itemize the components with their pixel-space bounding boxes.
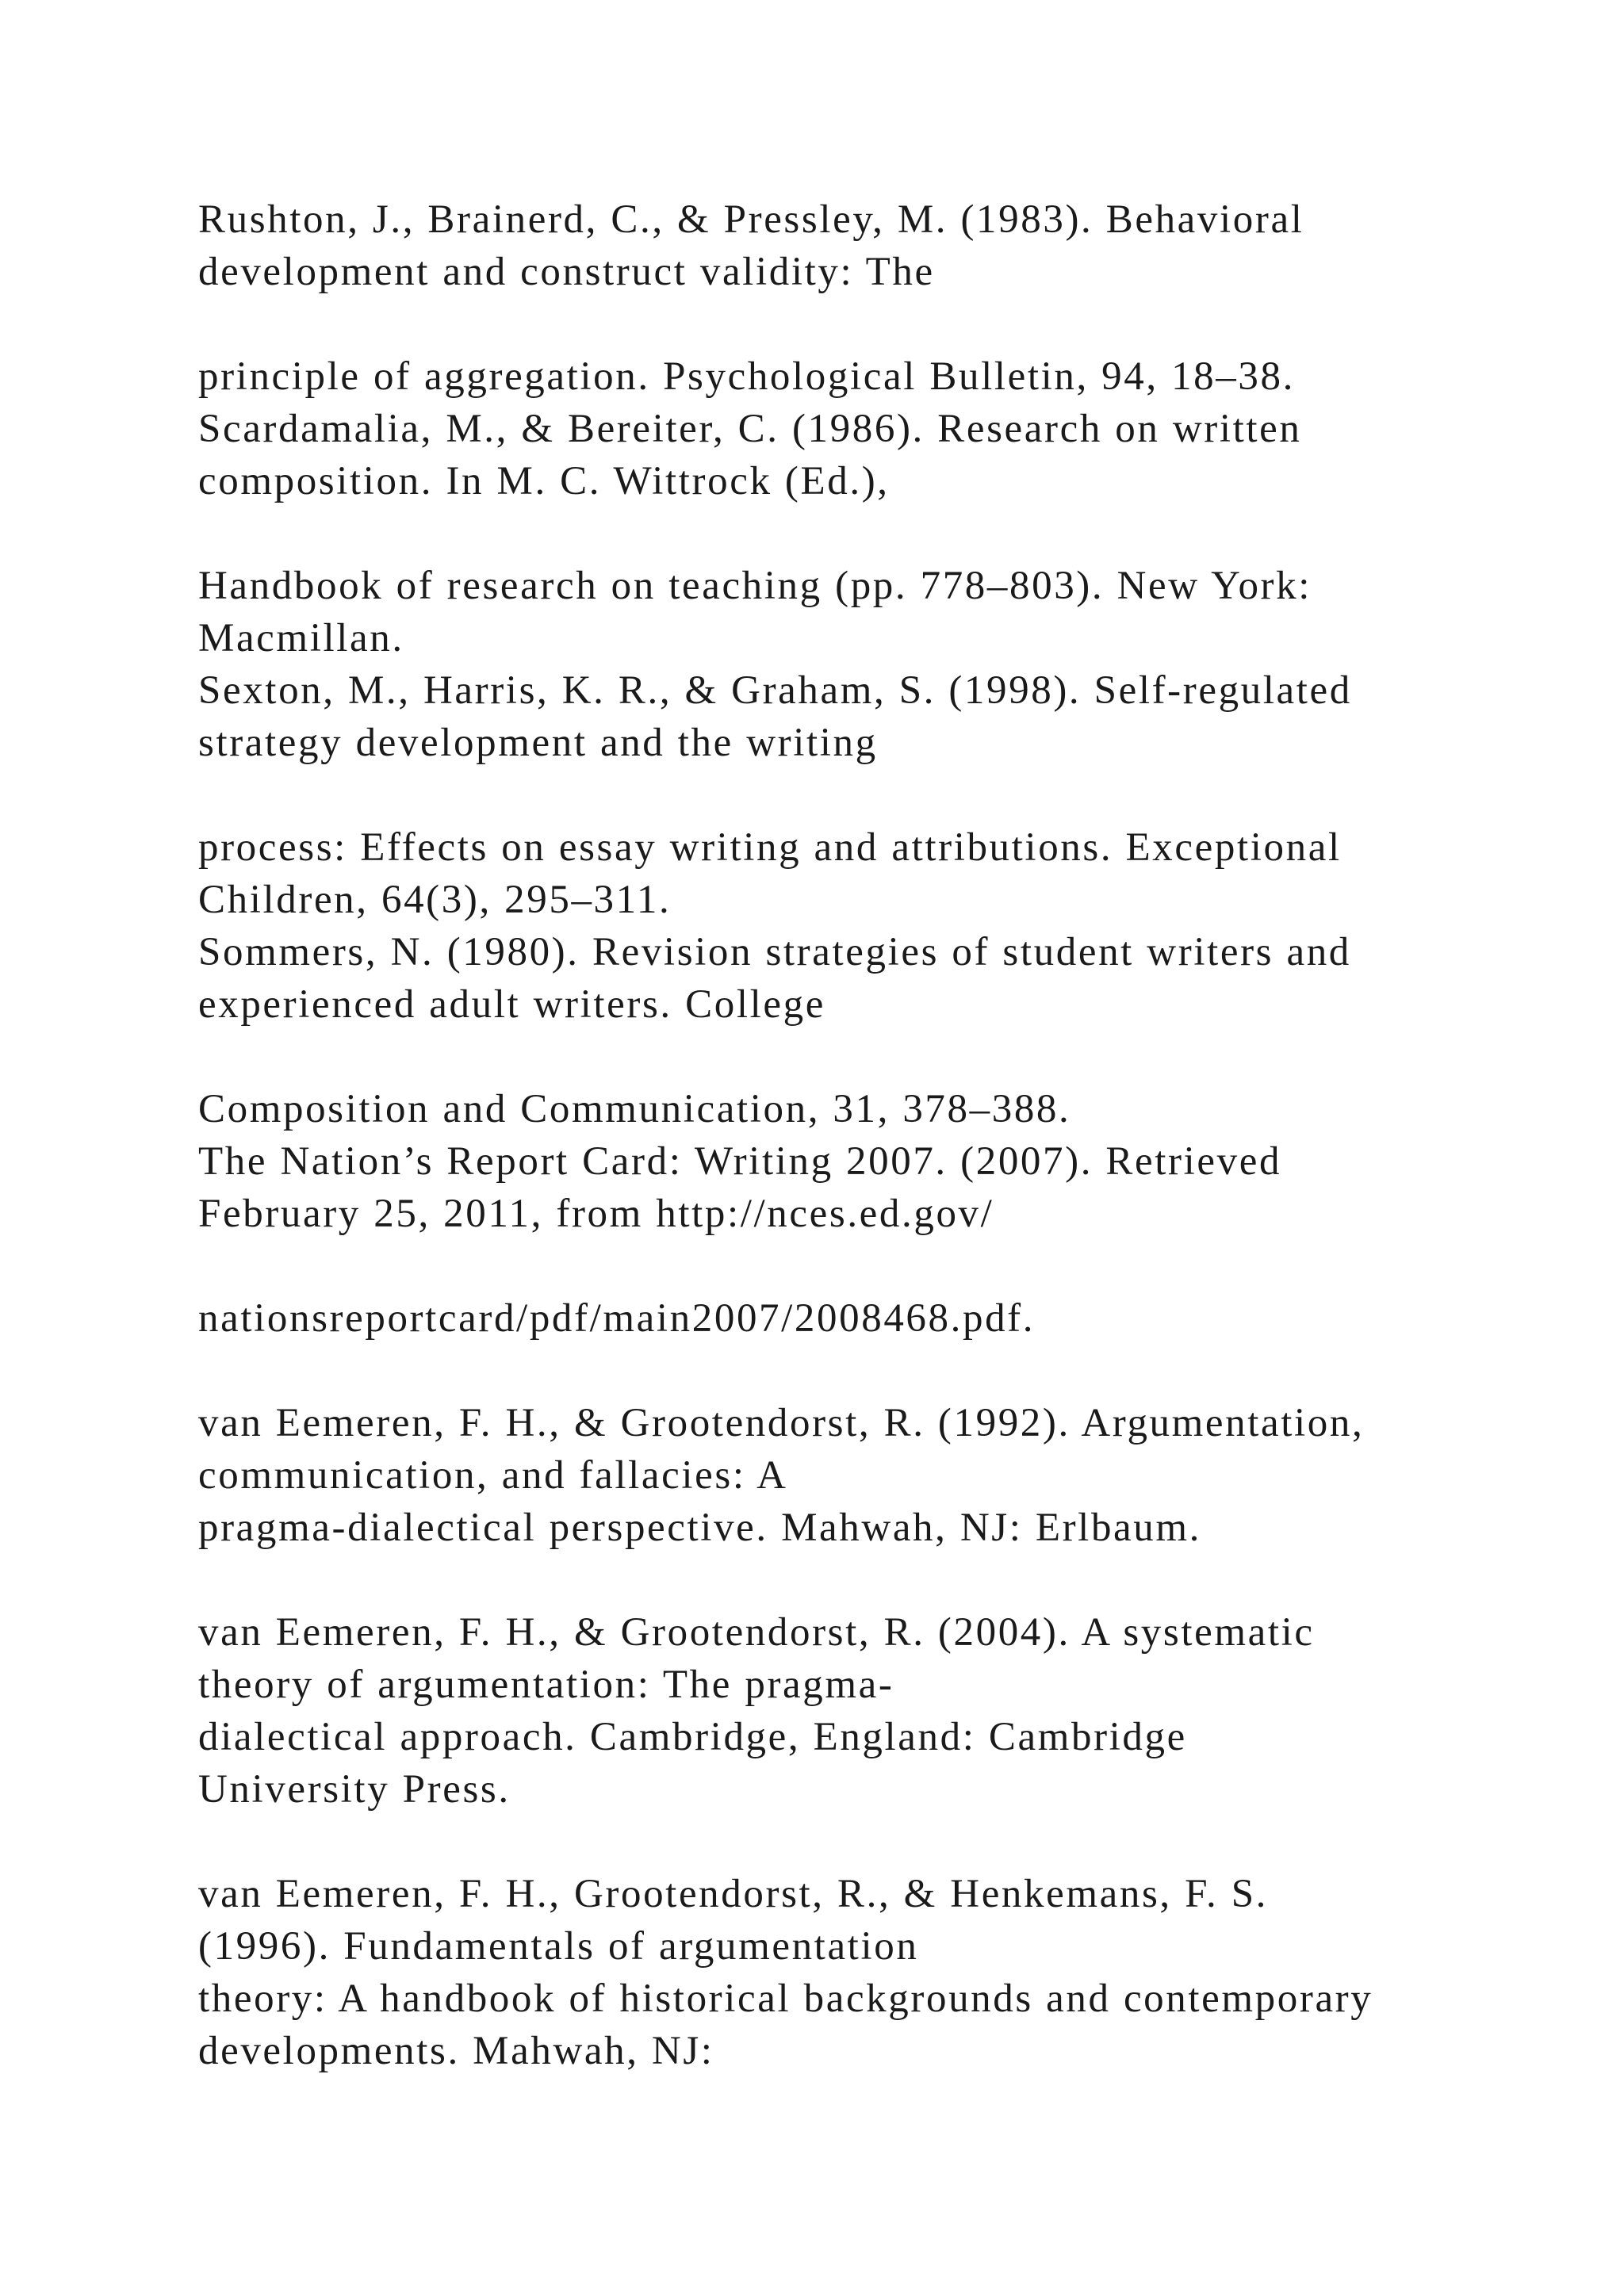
text-line: nationsreportcard/pdf/main2007/2008468.pdf. (198, 1296, 1036, 1341)
blank-line (198, 1031, 1530, 1083)
text-line: Composition and Communication, 31, 378–388. (198, 1087, 1071, 1131)
blank-line (198, 769, 1530, 821)
text-line: process: Effects on essay writing and attributions. Exceptional (198, 825, 1342, 870)
references-text (198, 193, 1530, 2077)
text-line: theory of argumentation: The pragma- (198, 1663, 894, 1707)
blank-line (198, 507, 1530, 560)
blank-line (198, 1554, 1530, 1606)
text-line: experienced adult writers. College (198, 982, 825, 1027)
text-line: February 25, 2011, from http://nces.ed.gov/ (198, 1192, 994, 1236)
text-line: Children, 64(3), 295–311. (198, 878, 672, 922)
text-line: principle of aggregation. Psychological Bulletin, 94, 18–38. (198, 354, 1295, 399)
text-line: University Press. (198, 1767, 511, 1812)
text-line: van Eemeren, F. H., & Grootendorst, R. (2004). A systematic (198, 1610, 1315, 1655)
text-line: Handbook of research on teaching (pp. 778–803). New York: (198, 564, 1312, 608)
text-line: communication, and fallacies: A (198, 1453, 788, 1498)
text-line: dialectical approach. Cambridge, England: Cambridge (198, 1715, 1187, 1759)
text-line: Sommers, N. (1980). Revision strategies of student writers and (198, 930, 1351, 974)
text-line: composition. In M. C. Wittrock (Ed.), (198, 459, 890, 503)
text-line: van Eemeren, F. H., Grootendorst, R., & Henkemans, F. S. (198, 1872, 1269, 1916)
text-line: Scardamalia, M., & Bereiter, C. (1986). Research on written (198, 407, 1302, 451)
text-line: Macmillan. (198, 616, 404, 660)
blank-line (198, 1816, 1530, 1868)
text-line: pragma-dialectical perspective. Mahwah, NJ: Erlbaum. (198, 1506, 1202, 1550)
text-line: strategy development and the writing (198, 721, 878, 765)
text-line: The Nation’s Report Card: Writing 2007. (2007). Retrieved (198, 1139, 1282, 1184)
text-line: theory: A handbook of historical backgrounds and contemporary (198, 1976, 1373, 2021)
text-line: (1996). Fundamentals of argumentation (198, 1924, 919, 1969)
text-line: Sexton, M., Harris, K. R., & Graham, S. (1998). Self-regulated (198, 668, 1352, 713)
blank-line (198, 298, 1530, 350)
blank-line (198, 1345, 1530, 1397)
blank-line (198, 1240, 1530, 1292)
text-line: Rushton, J., Brainerd, C., & Pressley, M. (1983). Behavioral (198, 197, 1304, 242)
text-line: van Eemeren, F. H., & Grootendorst, R. (1992). Argumentation, (198, 1401, 1365, 1445)
text-line: developments. Mahwah, NJ: (198, 2029, 714, 2073)
text-line: development and construct validity: The (198, 250, 935, 294)
